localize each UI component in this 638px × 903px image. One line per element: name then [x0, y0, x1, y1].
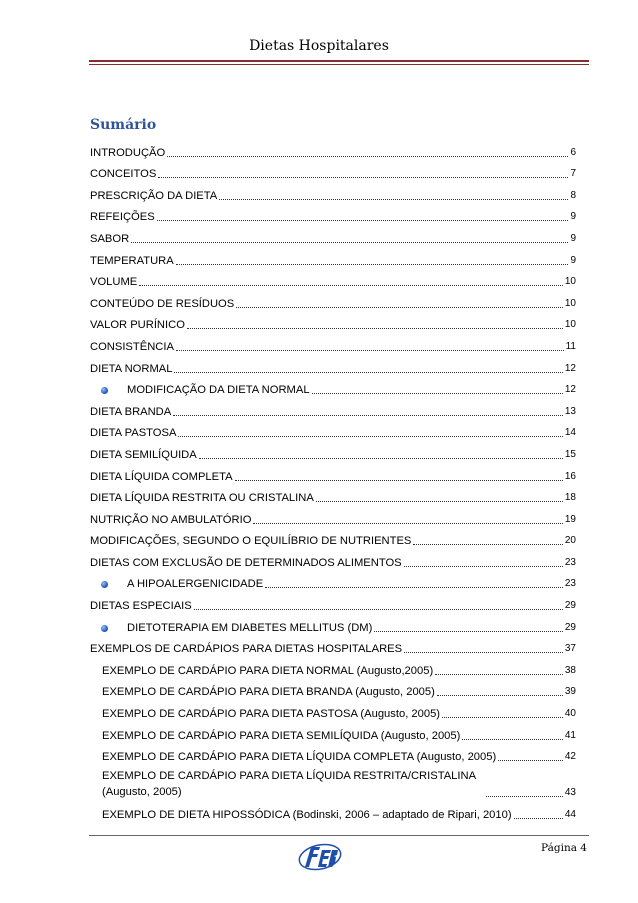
header-rule-thick — [89, 60, 589, 62]
toc-entry-page: 6 — [570, 146, 576, 158]
toc-entry[interactable] — [90, 505, 576, 527]
toc-entry-page: 9 — [570, 211, 576, 223]
toc-entry-page: 15 — [564, 448, 576, 460]
toc-entry[interactable] — [90, 160, 576, 182]
bullet-icon — [101, 387, 108, 394]
toc-entry[interactable] — [90, 311, 576, 333]
bullet-icon — [101, 581, 108, 588]
dot-leader — [199, 448, 563, 459]
dot-leader — [437, 685, 563, 696]
toc-entry-page: 29 — [564, 621, 576, 633]
toc-entry[interactable] — [90, 181, 576, 203]
toc-entry-label: PRESCRIÇÃO DA DIETA — [90, 189, 218, 202]
dot-leader — [486, 786, 563, 797]
toc-entry[interactable] — [90, 354, 576, 376]
toc-entry-label: MODIFICAÇÃO DA DIETA NORMAL — [127, 384, 310, 397]
dot-leader — [316, 491, 563, 502]
dot-leader — [413, 534, 563, 545]
toc-entry[interactable] — [90, 203, 576, 225]
toc-entry[interactable] — [90, 397, 576, 419]
toc-entry[interactable] — [90, 721, 576, 743]
toc-entry-label: TEMPERATURA — [90, 254, 174, 267]
page-header: Dietas Hospitalares — [249, 38, 389, 54]
dot-leader — [178, 426, 562, 437]
toc-entry[interactable] — [90, 289, 576, 311]
toc-entry-page: 38 — [564, 664, 576, 676]
dot-leader — [514, 808, 563, 819]
toc-entry-label: DIETA BRANDA — [90, 405, 172, 418]
dot-leader — [157, 210, 569, 221]
toc-entry-page: 9 — [570, 232, 576, 244]
toc-entry[interactable] — [90, 656, 576, 678]
toc-entry-page: 29 — [564, 600, 576, 612]
toc-entry-label: CONCEITOS — [90, 168, 157, 181]
toc-entry[interactable] — [90, 548, 576, 570]
toc-entry-page: 19 — [564, 513, 576, 525]
toc-entry-page: 9 — [570, 254, 576, 266]
toc-entry-page: 16 — [564, 470, 576, 482]
toc-entry-label: EXEMPLO DE DIETA HIPOSSÓDICA (Bodinski, 2006 – adaptado de Ripari, 2010) — [102, 808, 512, 821]
toc-entry-label: EXEMPLO DE CARDÁPIO PARA DIETA LÍQUIDA RESTRITA/CRISTALINA (Augusto, 2005) — [102, 770, 476, 799]
toc-entry-label: DIETA LÍQUIDA RESTRITA OU CRISTALINA — [90, 492, 314, 505]
toc-entry-page: 10 — [564, 319, 576, 331]
dot-leader — [265, 577, 563, 588]
toc-entry-page: 43 — [564, 787, 576, 799]
toc-entry[interactable] — [90, 699, 576, 721]
toc-entry-page: 10 — [564, 276, 576, 288]
dot-leader — [167, 146, 568, 157]
toc-entry-page: 10 — [564, 297, 576, 309]
toc-entry-label: CONTEÚDO DE RESÍDUOS — [90, 297, 235, 310]
toc-entry-label: EXEMPLO DE CARDÁPIO PARA DIETA PASTOSA (Augusto, 2005) — [102, 708, 441, 721]
toc-entry[interactable] — [90, 138, 576, 160]
toc-entry-page: 13 — [564, 405, 576, 417]
header-rule-thin — [89, 64, 589, 65]
dot-leader — [253, 513, 562, 524]
dot-leader — [374, 621, 563, 632]
feb-logo-icon — [296, 836, 344, 874]
toc-entry-page: 20 — [564, 535, 576, 547]
dot-leader — [312, 383, 563, 394]
toc-entry[interactable] — [90, 376, 576, 398]
table-of-contents — [90, 138, 576, 822]
toc-entry[interactable] — [90, 332, 576, 354]
toc-entry[interactable] — [90, 764, 576, 800]
toc-entry-label: REFEIÇÕES — [90, 211, 155, 224]
toc-entry-label: DIETA PASTOSA — [90, 427, 177, 440]
dot-leader — [174, 362, 562, 373]
toc-entry-label: EXEMPLO DE CARDÁPIO PARA DIETA SEMILÍQUIDA (Augusto, 2005) — [102, 729, 461, 742]
toc-entry-label: CONSISTÊNCIA — [90, 340, 174, 353]
toc-entry[interactable] — [90, 419, 576, 441]
toc-entry-label: DIETAS COM EXCLUSÃO DE DETERMINADOS ALIMENTOS — [90, 556, 402, 569]
toc-entry-label: SABOR — [90, 232, 130, 245]
dot-leader — [235, 470, 563, 481]
dot-leader — [219, 189, 568, 200]
toc-entry-page: 23 — [564, 556, 576, 568]
dot-leader — [404, 642, 563, 653]
toc-entry[interactable] — [90, 800, 576, 822]
toc-entry-label: EXEMPLOS DE CARDÁPIOS PARA DIETAS HOSPITALARES — [90, 643, 403, 656]
dot-leader — [176, 340, 564, 351]
toc-entry-label: NUTRIÇÃO NO AMBULATÓRIO — [90, 513, 252, 526]
toc-entry-label: DIETA LÍQUIDA COMPLETA — [90, 470, 233, 483]
dot-leader — [173, 405, 563, 416]
toc-entry-label: DIETOTERAPIA EM DIABETES MELLITUS (DM) — [127, 621, 373, 634]
dot-leader — [139, 275, 563, 286]
page-number: Página 4 — [541, 842, 587, 854]
toc-entry-label: MODIFICAÇÕES, SEGUNDO O EQUILÍBRIO DE NUTRIENTES — [90, 535, 412, 548]
toc-entry-page: 23 — [564, 578, 576, 590]
bullet-icon — [101, 625, 108, 632]
toc-entry[interactable] — [90, 268, 576, 290]
toc-entry[interactable] — [90, 743, 576, 765]
dot-leader — [131, 232, 568, 243]
toc-entry-page: 42 — [564, 751, 576, 763]
dot-leader — [176, 254, 569, 265]
toc-entry-label: DIETAS ESPECIAIS — [90, 600, 192, 613]
toc-entry[interactable] — [90, 678, 576, 700]
dot-leader — [158, 167, 568, 178]
dot-leader — [462, 729, 563, 740]
toc-entry[interactable] — [90, 440, 576, 462]
dot-leader — [404, 556, 563, 567]
dot-leader — [435, 664, 563, 675]
toc-entry-label: DIETA NORMAL — [90, 362, 173, 375]
toc-entry-label: VOLUME — [90, 276, 138, 289]
toc-entry-page: 7 — [570, 168, 576, 180]
toc-entry-page: 12 — [564, 384, 576, 396]
toc-entry[interactable] — [90, 462, 576, 484]
toc-entry[interactable] — [90, 484, 576, 506]
toc-entry[interactable] — [90, 246, 576, 268]
toc-entry-label: EXEMPLO DE CARDÁPIO PARA DIETA LÍQUIDA COMPLETA (Augusto, 2005) — [102, 751, 497, 764]
toc-entry-page: 8 — [570, 189, 576, 201]
toc-entry-label: EXEMPLO DE CARDÁPIO PARA DIETA NORMAL (Augusto,2005) — [102, 664, 434, 677]
toc-title: Sumário — [90, 117, 157, 133]
dot-leader — [442, 707, 563, 718]
toc-entry-label: EXEMPLO DE CARDÁPIO PARA DIETA BRANDA (Augusto, 2005) — [102, 686, 435, 699]
toc-entry[interactable] — [90, 570, 576, 592]
toc-entry[interactable] — [90, 224, 576, 246]
toc-entry[interactable] — [90, 527, 576, 549]
toc-entry-page: 39 — [564, 686, 576, 698]
toc-entry-label: A HIPOALERGENICIDADE — [127, 578, 264, 591]
dot-leader — [194, 599, 563, 610]
toc-entry-label: DIETA SEMILÍQUIDA — [90, 448, 197, 461]
dot-leader — [498, 750, 563, 761]
toc-entry-page: 37 — [564, 643, 576, 655]
toc-entry-page: 40 — [564, 708, 576, 720]
toc-entry[interactable] — [90, 591, 576, 613]
toc-entry-label: INTRODUÇÃO — [90, 146, 166, 159]
toc-entry-label: VALOR PURÍNICO — [90, 319, 185, 332]
toc-entry-page: 14 — [564, 427, 576, 439]
toc-entry[interactable] — [90, 613, 576, 635]
toc-entry[interactable] — [90, 635, 576, 657]
dot-leader — [187, 318, 563, 329]
toc-entry-page: 18 — [564, 492, 576, 504]
dot-leader — [236, 297, 563, 308]
toc-entry-page: 11 — [565, 340, 576, 352]
toc-entry-page: 41 — [564, 729, 576, 741]
toc-entry-page: 12 — [564, 362, 576, 374]
toc-entry-page: 44 — [564, 808, 576, 820]
